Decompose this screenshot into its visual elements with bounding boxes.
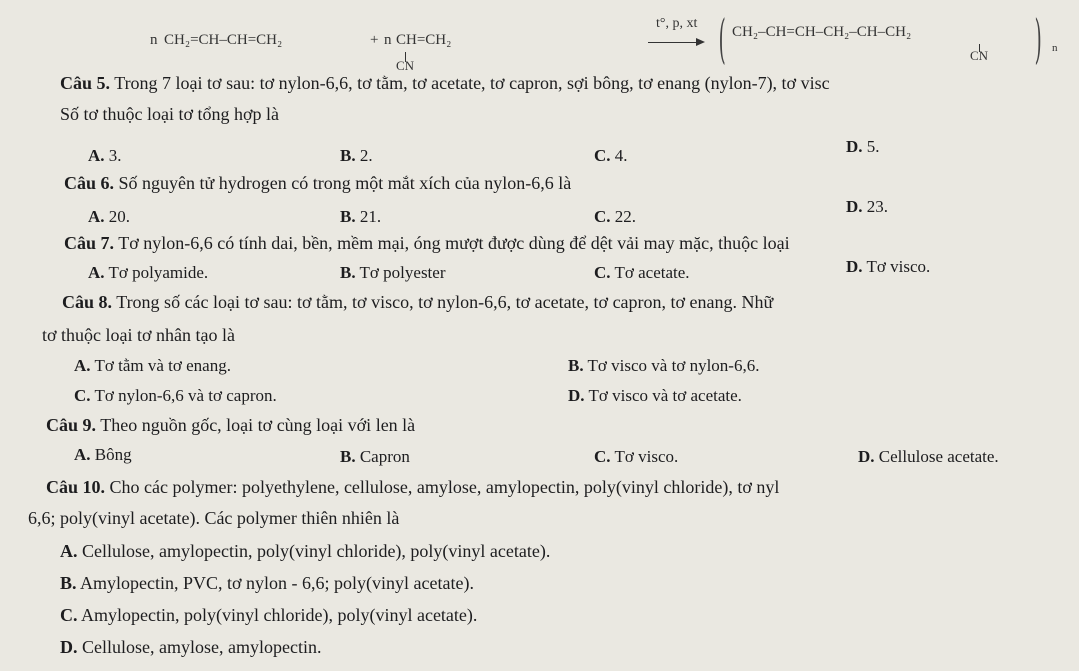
option-b[interactable] <box>60 572 474 594</box>
option-key: D. <box>568 386 585 405</box>
option-c[interactable] <box>594 262 690 284</box>
option-text: 20. <box>108 207 131 226</box>
reaction-arrow-head <box>696 38 705 46</box>
polymer-substituent-cn: CN <box>970 48 989 63</box>
option-text: Tơ visco và tơ nylon-6,6. <box>587 356 760 375</box>
monomer-butadiene: CH₂=CH–CH=CH₂ <box>164 32 283 48</box>
option-text: Tơ nylon-6,6 và tơ capron. <box>94 386 277 405</box>
option-text: 3. <box>108 146 122 165</box>
option-a[interactable] <box>88 262 208 284</box>
option-text: Amylopectin, poly(vinyl chloride), poly(vinyl acetate). <box>81 605 478 625</box>
option-a[interactable] <box>60 540 550 562</box>
option-key: C. <box>74 386 91 405</box>
question-label: Câu 7. <box>64 233 115 253</box>
option-text: Tơ visco và tơ acetate. <box>588 386 742 405</box>
option-text: Tơ visco. <box>614 447 679 466</box>
option-b[interactable] <box>340 446 410 468</box>
option-c[interactable] <box>60 604 477 626</box>
question-text: Theo nguồn gốc, loại tơ cùng loại với len là <box>100 415 416 435</box>
option-d[interactable] <box>846 136 880 158</box>
close-bracket: ) <box>1034 10 1042 70</box>
question-text: Tơ nylon-6,6 có tính dai, bền, mềm mại, óng mượt được dùng để dệt vải may mặc, thuộc loại <box>118 233 790 253</box>
equation-coefficient: n <box>150 32 158 48</box>
option-d[interactable] <box>846 256 930 278</box>
option-c[interactable] <box>74 385 277 407</box>
option-key: D. <box>846 257 863 276</box>
option-key: D. <box>846 197 863 216</box>
option-text: 4. <box>614 146 628 165</box>
question-text: Trong số các loại tơ sau: tơ tằm, tơ visco, tơ nylon-6,6, tơ acetate, tơ capron, tơ enang. Nhữ <box>116 292 774 312</box>
option-key: C. <box>594 146 611 165</box>
repeat-index-n: n <box>1052 42 1058 54</box>
option-text: Tơ polyester <box>359 263 446 282</box>
question-text: Số nguyên tử hydrogen có trong một mắt xích của nylon-6,6 là <box>118 173 572 193</box>
option-a[interactable] <box>74 444 132 466</box>
option-a[interactable] <box>88 206 130 228</box>
question-text: Cho các polymer: polyethylene, cellulose, amylose, amylopectin, poly(vinyl chloride), tơ nyl <box>109 477 780 497</box>
option-key: A. <box>74 356 91 375</box>
reaction-arrow <box>648 42 702 43</box>
option-key: B. <box>340 447 356 466</box>
option-key: B. <box>60 573 77 593</box>
option-d[interactable] <box>846 196 888 218</box>
question-label: Câu 8. <box>62 292 113 312</box>
question-6 <box>64 172 571 194</box>
option-b[interactable] <box>340 262 446 284</box>
polymerization-equation <box>150 12 1070 72</box>
option-b[interactable] <box>568 355 759 377</box>
option-text: Cellulose acetate. <box>878 447 999 466</box>
option-c[interactable] <box>594 145 628 167</box>
option-d[interactable] <box>60 636 321 658</box>
option-key: D. <box>846 137 863 156</box>
reaction-conditions: t°, p, xt <box>656 16 698 31</box>
question-label: Câu 10. <box>46 477 106 497</box>
option-text: Tơ visco. <box>866 257 931 276</box>
option-key: D. <box>858 447 875 466</box>
option-key: C. <box>594 447 611 466</box>
plus-sign: + <box>370 32 379 48</box>
question-5-line2: Số tơ thuộc loại tơ tổng hợp là <box>60 104 280 124</box>
question-5 <box>60 72 830 94</box>
question-7 <box>64 232 790 254</box>
option-text: 23. <box>866 197 889 216</box>
option-text: 2. <box>359 146 373 165</box>
option-key: B. <box>340 146 356 165</box>
option-key: B. <box>340 263 356 282</box>
option-key: B. <box>568 356 584 375</box>
option-text: 5. <box>866 137 880 156</box>
polymer-chain: CH₂–CH=CH–CH₂–CH–CH₂ <box>732 24 912 40</box>
option-text: Bông <box>94 445 132 464</box>
question-8 <box>62 291 773 313</box>
option-text: Cellulose, amylopectin, poly(vinyl chloride), poly(vinyl acetate). <box>82 541 551 561</box>
option-key: A. <box>88 207 105 226</box>
option-d[interactable] <box>858 446 999 468</box>
question-text: Trong 7 loại tơ sau: tơ nylon-6,6, tơ tằm, tơ acetate, tơ capron, sợi bông, tơ enang (nylon-7), tơ visc <box>114 73 830 93</box>
option-b[interactable] <box>340 206 381 228</box>
option-d[interactable] <box>568 385 742 407</box>
option-c[interactable] <box>594 206 636 228</box>
question-label: Câu 5. <box>60 73 111 93</box>
question-label: Câu 9. <box>46 415 97 435</box>
option-text: 21. <box>359 207 382 226</box>
option-key: B. <box>340 207 356 226</box>
option-text: Capron <box>359 447 410 466</box>
option-key: C. <box>60 605 78 625</box>
substituent-cn: CN <box>396 58 415 73</box>
option-key: A. <box>88 146 105 165</box>
option-text: Cellulose, amylose, amylopectin. <box>82 637 322 657</box>
question-label: Câu 6. <box>64 173 115 193</box>
option-text: Amylopectin, PVC, tơ nylon - 6,6; poly(vinyl acetate). <box>80 573 474 593</box>
option-a[interactable] <box>88 145 122 167</box>
option-c[interactable] <box>594 446 678 468</box>
question-8-line2: tơ thuộc loại tơ nhân tạo là <box>42 325 235 345</box>
question-10-line2: 6,6; poly(vinyl acetate). Các polymer thiên nhiên là <box>28 508 400 528</box>
equation-coefficient: n <box>384 32 392 48</box>
open-bracket: ( <box>718 10 726 70</box>
option-key: A. <box>88 263 105 282</box>
option-text: Tơ tằm và tơ enang. <box>94 356 231 375</box>
option-text: Tơ acetate. <box>614 263 690 282</box>
option-key: C. <box>594 263 611 282</box>
option-key: C. <box>594 207 611 226</box>
option-key: D. <box>60 637 78 657</box>
option-key: A. <box>74 445 91 464</box>
option-b[interactable] <box>340 145 373 167</box>
question-10 <box>46 476 779 498</box>
option-key: A. <box>60 541 78 561</box>
question-9 <box>46 414 415 436</box>
option-text: 22. <box>614 207 637 226</box>
monomer-acrylonitrile: CH=CH₂ <box>396 32 452 48</box>
option-a[interactable] <box>74 355 231 377</box>
option-text: Tơ polyamide. <box>108 263 209 282</box>
